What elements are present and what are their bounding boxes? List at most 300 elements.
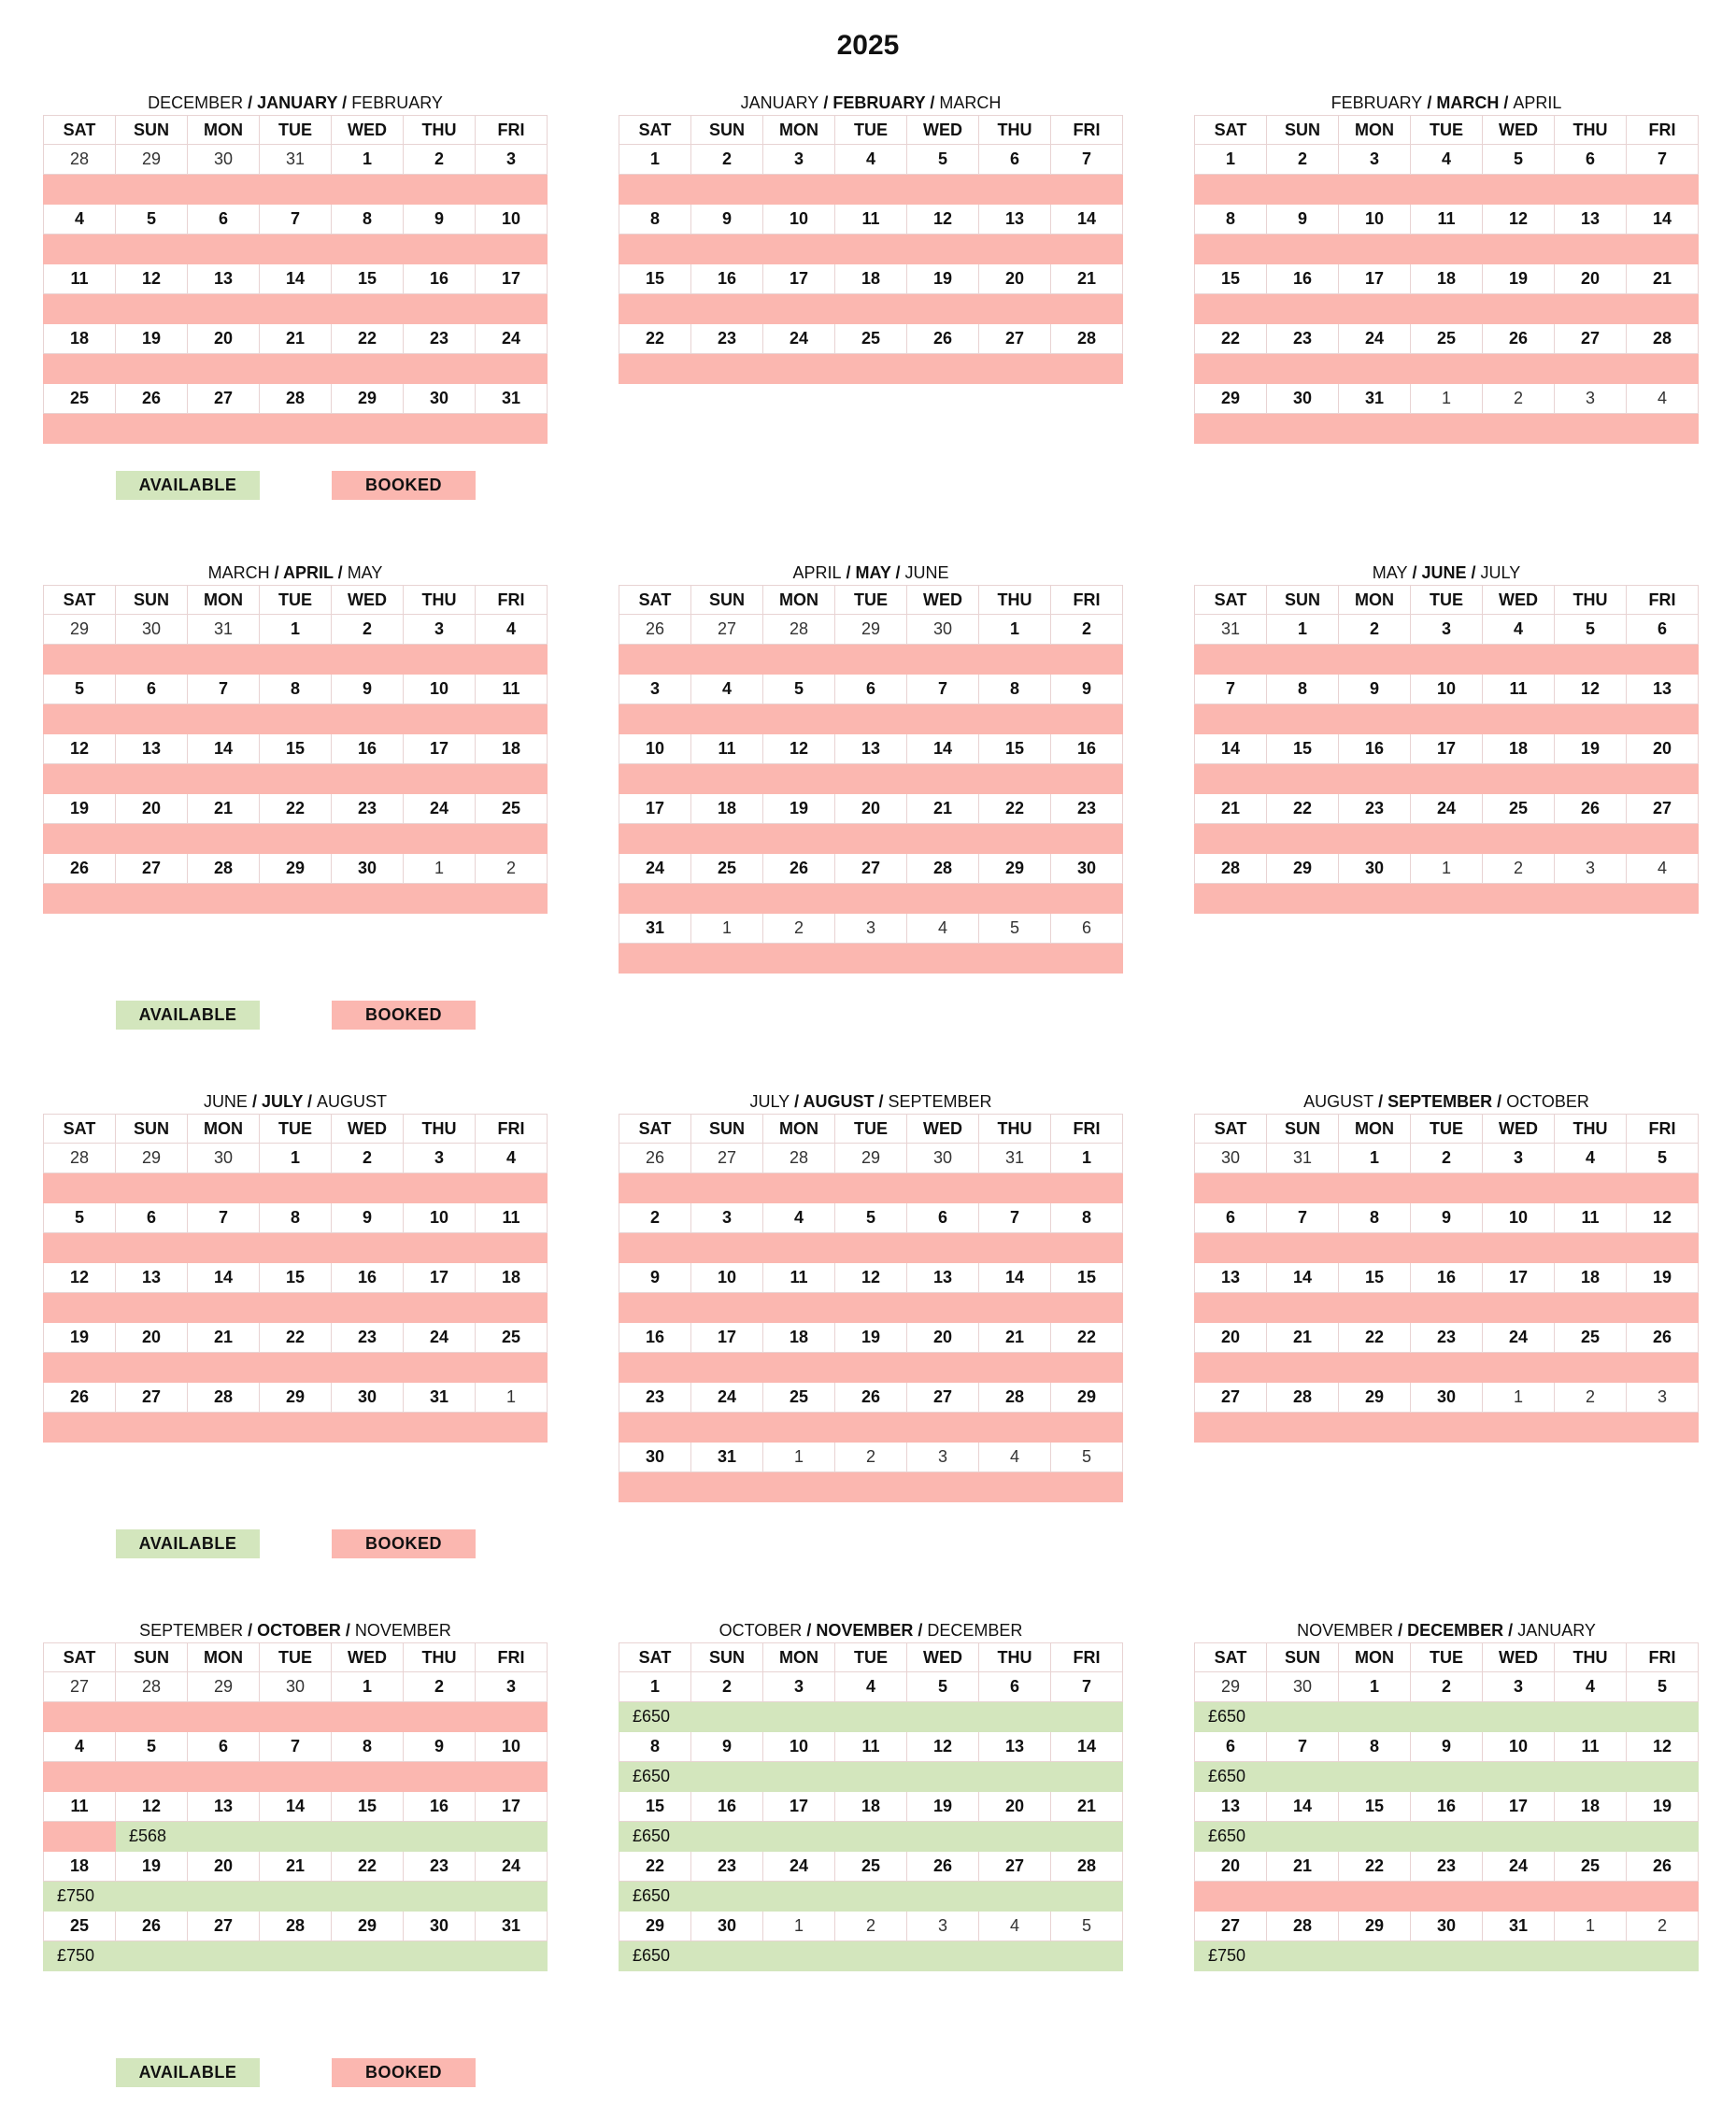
day-cell[interactable]: 30 [188, 1144, 260, 1173]
day-cell[interactable]: 16 [404, 264, 476, 294]
day-cell[interactable]: 4 [476, 1144, 548, 1173]
day-cell[interactable]: 28 [763, 1144, 835, 1173]
day-cell[interactable]: 26 [116, 1912, 188, 1941]
day-cell[interactable]: 18 [1411, 264, 1483, 294]
day-cell[interactable]: 18 [476, 1263, 548, 1293]
day-cell[interactable]: 25 [1411, 324, 1483, 354]
day-cell[interactable]: 1 [619, 145, 691, 175]
day-cell[interactable]: 1 [332, 1672, 404, 1702]
day-cell[interactable]: 5 [835, 1203, 907, 1233]
day-cell[interactable]: 9 [691, 205, 763, 235]
day-cell[interactable]: 8 [619, 1732, 691, 1762]
day-cell[interactable]: 28 [44, 1144, 116, 1173]
day-cell[interactable]: 21 [260, 1852, 332, 1882]
day-cell[interactable]: 24 [1411, 794, 1483, 824]
day-cell[interactable]: 29 [332, 384, 404, 414]
day-cell[interactable]: 2 [1411, 1144, 1483, 1173]
day-cell[interactable]: 25 [1555, 1323, 1627, 1353]
day-cell[interactable]: 25 [1483, 794, 1555, 824]
day-cell[interactable]: 6 [835, 675, 907, 704]
day-cell[interactable]: 8 [619, 205, 691, 235]
day-cell[interactable]: 24 [763, 324, 835, 354]
day-cell[interactable]: 22 [979, 794, 1051, 824]
day-cell[interactable]: 22 [332, 1852, 404, 1882]
day-cell[interactable]: 15 [1267, 734, 1339, 764]
day-cell[interactable]: 30 [907, 615, 979, 645]
day-cell[interactable]: 28 [1195, 854, 1267, 884]
day-cell[interactable]: 20 [835, 794, 907, 824]
day-cell[interactable]: 7 [907, 675, 979, 704]
day-cell[interactable]: 17 [1483, 1263, 1555, 1293]
day-cell[interactable]: 31 [979, 1144, 1051, 1173]
day-cell[interactable]: 5 [1627, 1672, 1699, 1702]
day-cell[interactable]: 16 [1051, 734, 1123, 764]
day-cell[interactable]: 3 [763, 145, 835, 175]
day-cell[interactable]: 17 [404, 734, 476, 764]
day-cell[interactable]: 22 [1195, 324, 1267, 354]
day-cell[interactable]: 17 [691, 1323, 763, 1353]
day-cell[interactable]: 13 [1195, 1792, 1267, 1822]
day-cell[interactable]: 22 [260, 794, 332, 824]
day-cell[interactable]: 3 [1483, 1144, 1555, 1173]
day-cell[interactable]: 27 [835, 854, 907, 884]
day-cell[interactable]: 3 [835, 914, 907, 944]
day-cell[interactable]: 4 [907, 914, 979, 944]
day-cell[interactable]: 2 [1627, 1912, 1699, 1941]
day-cell[interactable]: 21 [260, 324, 332, 354]
day-cell[interactable]: 19 [116, 324, 188, 354]
day-cell[interactable]: 5 [1051, 1443, 1123, 1472]
day-cell[interactable]: 5 [1051, 1912, 1123, 1941]
day-cell[interactable]: 7 [260, 1732, 332, 1762]
day-cell[interactable]: 3 [1339, 145, 1411, 175]
day-cell[interactable]: 1 [1411, 384, 1483, 414]
day-cell[interactable]: 4 [1627, 854, 1699, 884]
day-cell[interactable]: 24 [1339, 324, 1411, 354]
day-cell[interactable]: 1 [1267, 615, 1339, 645]
day-cell[interactable]: 31 [691, 1443, 763, 1472]
day-cell[interactable]: 16 [404, 1792, 476, 1822]
day-cell[interactable]: 3 [691, 1203, 763, 1233]
day-cell[interactable]: 11 [835, 205, 907, 235]
day-cell[interactable]: 30 [404, 1912, 476, 1941]
day-cell[interactable]: 1 [260, 1144, 332, 1173]
day-cell[interactable]: 19 [907, 264, 979, 294]
day-cell[interactable]: 2 [404, 145, 476, 175]
day-cell[interactable]: 30 [332, 854, 404, 884]
day-cell[interactable]: 28 [1627, 324, 1699, 354]
day-cell[interactable]: 6 [1627, 615, 1699, 645]
day-cell[interactable]: 10 [691, 1263, 763, 1293]
day-cell[interactable]: 5 [1483, 145, 1555, 175]
day-cell[interactable]: 4 [44, 1732, 116, 1762]
day-cell[interactable]: 16 [1267, 264, 1339, 294]
day-cell[interactable]: 1 [1339, 1144, 1411, 1173]
day-cell[interactable]: 1 [763, 1443, 835, 1472]
day-cell[interactable]: 19 [44, 1323, 116, 1353]
day-cell[interactable]: 3 [619, 675, 691, 704]
day-cell[interactable]: 29 [1195, 1672, 1267, 1702]
day-cell[interactable]: 2 [1411, 1672, 1483, 1702]
day-cell[interactable]: 26 [116, 384, 188, 414]
day-cell[interactable]: 27 [907, 1383, 979, 1413]
day-cell[interactable]: 11 [476, 1203, 548, 1233]
day-cell[interactable]: 30 [1411, 1383, 1483, 1413]
day-cell[interactable]: 27 [1555, 324, 1627, 354]
day-cell[interactable]: 29 [619, 1912, 691, 1941]
day-cell[interactable]: 2 [1051, 615, 1123, 645]
day-cell[interactable]: 2 [332, 1144, 404, 1173]
day-cell[interactable]: 6 [116, 675, 188, 704]
day-cell[interactable]: 7 [1267, 1732, 1339, 1762]
day-cell[interactable]: 18 [691, 794, 763, 824]
day-cell[interactable]: 24 [476, 1852, 548, 1882]
day-cell[interactable]: 12 [1627, 1732, 1699, 1762]
day-cell[interactable]: 30 [404, 384, 476, 414]
day-cell[interactable]: 20 [1555, 264, 1627, 294]
day-cell[interactable]: 18 [476, 734, 548, 764]
day-cell[interactable]: 13 [188, 1792, 260, 1822]
day-cell[interactable]: 18 [763, 1323, 835, 1353]
day-cell[interactable]: 16 [691, 1792, 763, 1822]
day-cell[interactable]: 27 [44, 1672, 116, 1702]
day-cell[interactable]: 21 [979, 1323, 1051, 1353]
day-cell[interactable]: 26 [1555, 794, 1627, 824]
day-cell[interactable]: 25 [476, 1323, 548, 1353]
day-cell[interactable]: 30 [1267, 1672, 1339, 1702]
day-cell[interactable]: 22 [619, 324, 691, 354]
day-cell[interactable]: 5 [979, 914, 1051, 944]
day-cell[interactable]: 19 [1627, 1263, 1699, 1293]
day-cell[interactable]: 1 [1483, 1383, 1555, 1413]
day-cell[interactable]: 3 [1555, 384, 1627, 414]
day-cell[interactable]: 14 [1051, 1732, 1123, 1762]
day-cell[interactable]: 10 [763, 205, 835, 235]
day-cell[interactable]: 1 [691, 914, 763, 944]
day-cell[interactable]: 12 [116, 1792, 188, 1822]
day-cell[interactable]: 23 [404, 1852, 476, 1882]
day-cell[interactable]: 6 [979, 145, 1051, 175]
day-cell[interactable]: 26 [907, 1852, 979, 1882]
day-cell[interactable]: 2 [1555, 1383, 1627, 1413]
day-cell[interactable]: 20 [1627, 734, 1699, 764]
day-cell[interactable]: 19 [835, 1323, 907, 1353]
day-cell[interactable]: 12 [763, 734, 835, 764]
day-cell[interactable]: 23 [332, 1323, 404, 1353]
day-cell[interactable]: 17 [476, 264, 548, 294]
day-cell[interactable]: 30 [1267, 384, 1339, 414]
day-cell[interactable]: 6 [1195, 1203, 1267, 1233]
day-cell[interactable]: 13 [979, 1732, 1051, 1762]
day-cell[interactable]: 21 [1195, 794, 1267, 824]
day-cell[interactable]: 26 [763, 854, 835, 884]
day-cell[interactable]: 12 [1555, 675, 1627, 704]
day-cell[interactable]: 29 [835, 1144, 907, 1173]
day-cell[interactable]: 30 [1051, 854, 1123, 884]
day-cell[interactable]: 23 [691, 1852, 763, 1882]
day-cell[interactable]: 21 [188, 794, 260, 824]
day-cell[interactable]: 9 [332, 675, 404, 704]
day-cell[interactable]: 27 [1195, 1912, 1267, 1941]
day-cell[interactable]: 24 [619, 854, 691, 884]
day-cell[interactable]: 7 [1051, 145, 1123, 175]
day-cell[interactable]: 12 [44, 734, 116, 764]
day-cell[interactable]: 27 [1195, 1383, 1267, 1413]
day-cell[interactable]: 8 [1195, 205, 1267, 235]
day-cell[interactable]: 24 [763, 1852, 835, 1882]
day-cell[interactable]: 1 [476, 1383, 548, 1413]
day-cell[interactable]: 26 [1627, 1852, 1699, 1882]
day-cell[interactable]: 30 [188, 145, 260, 175]
day-cell[interactable]: 1 [260, 615, 332, 645]
day-cell[interactable]: 19 [1627, 1792, 1699, 1822]
day-cell[interactable]: 31 [476, 1912, 548, 1941]
day-cell[interactable]: 24 [1483, 1852, 1555, 1882]
day-cell[interactable]: 13 [1627, 675, 1699, 704]
day-cell[interactable]: 17 [763, 1792, 835, 1822]
day-cell[interactable]: 2 [1267, 145, 1339, 175]
day-cell[interactable]: 28 [116, 1672, 188, 1702]
day-cell[interactable]: 15 [1339, 1263, 1411, 1293]
day-cell[interactable]: 18 [44, 1852, 116, 1882]
day-cell[interactable]: 8 [260, 675, 332, 704]
day-cell[interactable]: 8 [260, 1203, 332, 1233]
day-cell[interactable]: 29 [260, 854, 332, 884]
day-cell[interactable]: 15 [1195, 264, 1267, 294]
day-cell[interactable]: 1 [619, 1672, 691, 1702]
day-cell[interactable]: 14 [188, 1263, 260, 1293]
day-cell[interactable]: 16 [1339, 734, 1411, 764]
day-cell[interactable]: 29 [116, 145, 188, 175]
day-cell[interactable]: 3 [907, 1912, 979, 1941]
day-cell[interactable]: 17 [1339, 264, 1411, 294]
day-cell[interactable]: 13 [907, 1263, 979, 1293]
day-cell[interactable]: 15 [260, 734, 332, 764]
day-cell[interactable]: 4 [44, 205, 116, 235]
day-cell[interactable]: 7 [1051, 1672, 1123, 1702]
day-cell[interactable]: 30 [332, 1383, 404, 1413]
day-cell[interactable]: 4 [835, 1672, 907, 1702]
day-cell[interactable]: 12 [1483, 205, 1555, 235]
day-cell[interactable]: 12 [116, 264, 188, 294]
day-cell[interactable]: 11 [1555, 1203, 1627, 1233]
day-cell[interactable]: 23 [1051, 794, 1123, 824]
day-cell[interactable]: 12 [1627, 1203, 1699, 1233]
day-cell[interactable]: 25 [763, 1383, 835, 1413]
day-cell[interactable]: 5 [907, 145, 979, 175]
day-cell[interactable]: 31 [260, 145, 332, 175]
day-cell[interactable]: 2 [691, 145, 763, 175]
day-cell[interactable]: 27 [188, 1912, 260, 1941]
day-cell[interactable]: 31 [1195, 615, 1267, 645]
day-cell[interactable]: 25 [1555, 1852, 1627, 1882]
day-cell[interactable]: 21 [907, 794, 979, 824]
day-cell[interactable]: 16 [1411, 1792, 1483, 1822]
day-cell[interactable]: 21 [1627, 264, 1699, 294]
day-cell[interactable]: 21 [1267, 1852, 1339, 1882]
day-cell[interactable]: 25 [835, 1852, 907, 1882]
day-cell[interactable]: 31 [619, 914, 691, 944]
day-cell[interactable]: 15 [1051, 1263, 1123, 1293]
day-cell[interactable]: 29 [332, 1912, 404, 1941]
day-cell[interactable]: 12 [907, 205, 979, 235]
day-cell[interactable]: 6 [188, 205, 260, 235]
day-cell[interactable]: 7 [1267, 1203, 1339, 1233]
day-cell[interactable]: 28 [907, 854, 979, 884]
day-cell[interactable]: 20 [116, 794, 188, 824]
day-cell[interactable]: 15 [332, 264, 404, 294]
day-cell[interactable]: 7 [260, 205, 332, 235]
day-cell[interactable]: 5 [1627, 1144, 1699, 1173]
day-cell[interactable]: 10 [1483, 1732, 1555, 1762]
day-cell[interactable]: 2 [332, 615, 404, 645]
day-cell[interactable]: 7 [188, 675, 260, 704]
day-cell[interactable]: 29 [1339, 1383, 1411, 1413]
day-cell[interactable]: 20 [979, 264, 1051, 294]
day-cell[interactable]: 28 [1267, 1912, 1339, 1941]
day-cell[interactable]: 3 [404, 1144, 476, 1173]
day-cell[interactable]: 27 [691, 1144, 763, 1173]
day-cell[interactable]: 5 [116, 205, 188, 235]
day-cell[interactable]: 7 [1195, 675, 1267, 704]
day-cell[interactable]: 8 [1267, 675, 1339, 704]
day-cell[interactable]: 27 [979, 324, 1051, 354]
day-cell[interactable]: 4 [691, 675, 763, 704]
day-cell[interactable]: 23 [332, 794, 404, 824]
day-cell[interactable]: 21 [1267, 1323, 1339, 1353]
day-cell[interactable]: 13 [188, 264, 260, 294]
day-cell[interactable]: 9 [1411, 1203, 1483, 1233]
day-cell[interactable]: 15 [332, 1792, 404, 1822]
day-cell[interactable]: 6 [188, 1732, 260, 1762]
day-cell[interactable]: 24 [404, 1323, 476, 1353]
day-cell[interactable]: 8 [1339, 1203, 1411, 1233]
day-cell[interactable]: 12 [907, 1732, 979, 1762]
day-cell[interactable]: 16 [332, 1263, 404, 1293]
day-cell[interactable]: 3 [476, 145, 548, 175]
day-cell[interactable]: 18 [1555, 1263, 1627, 1293]
day-cell[interactable]: 11 [763, 1263, 835, 1293]
day-cell[interactable]: 20 [979, 1792, 1051, 1822]
day-cell[interactable]: 6 [907, 1203, 979, 1233]
day-cell[interactable]: 4 [979, 1912, 1051, 1941]
day-cell[interactable]: 28 [260, 1912, 332, 1941]
day-cell[interactable]: 2 [1483, 384, 1555, 414]
day-cell[interactable]: 10 [763, 1732, 835, 1762]
day-cell[interactable]: 23 [691, 324, 763, 354]
day-cell[interactable]: 5 [44, 1203, 116, 1233]
day-cell[interactable]: 20 [1195, 1323, 1267, 1353]
day-cell[interactable]: 28 [1267, 1383, 1339, 1413]
day-cell[interactable]: 26 [44, 854, 116, 884]
day-cell[interactable]: 18 [835, 264, 907, 294]
day-cell[interactable]: 31 [188, 615, 260, 645]
day-cell[interactable]: 1 [1051, 1144, 1123, 1173]
day-cell[interactable]: 4 [1555, 1144, 1627, 1173]
day-cell[interactable]: 30 [619, 1443, 691, 1472]
day-cell[interactable]: 9 [1339, 675, 1411, 704]
day-cell[interactable]: 26 [1627, 1323, 1699, 1353]
day-cell[interactable]: 3 [476, 1672, 548, 1702]
day-cell[interactable]: 14 [260, 1792, 332, 1822]
day-cell[interactable]: 11 [44, 1792, 116, 1822]
day-cell[interactable]: 6 [979, 1672, 1051, 1702]
day-cell[interactable]: 20 [1195, 1852, 1267, 1882]
day-cell[interactable]: 13 [1195, 1263, 1267, 1293]
day-cell[interactable]: 24 [691, 1383, 763, 1413]
day-cell[interactable]: 4 [763, 1203, 835, 1233]
day-cell[interactable]: 9 [619, 1263, 691, 1293]
day-cell[interactable]: 20 [116, 1323, 188, 1353]
day-cell[interactable]: 3 [1411, 615, 1483, 645]
day-cell[interactable]: 6 [1051, 914, 1123, 944]
day-cell[interactable]: 8 [1051, 1203, 1123, 1233]
day-cell[interactable]: 18 [1483, 734, 1555, 764]
day-cell[interactable]: 3 [763, 1672, 835, 1702]
day-cell[interactable]: 11 [44, 264, 116, 294]
day-cell[interactable]: 11 [1483, 675, 1555, 704]
day-cell[interactable]: 14 [979, 1263, 1051, 1293]
day-cell[interactable]: 22 [1339, 1852, 1411, 1882]
day-cell[interactable]: 6 [1555, 145, 1627, 175]
day-cell[interactable]: 9 [1051, 675, 1123, 704]
day-cell[interactable]: 29 [44, 615, 116, 645]
day-cell[interactable]: 29 [1051, 1383, 1123, 1413]
day-cell[interactable]: 13 [835, 734, 907, 764]
day-cell[interactable]: 12 [44, 1263, 116, 1293]
day-cell[interactable]: 19 [763, 794, 835, 824]
day-cell[interactable]: 23 [404, 324, 476, 354]
day-cell[interactable]: 22 [1339, 1323, 1411, 1353]
day-cell[interactable]: 14 [188, 734, 260, 764]
day-cell[interactable]: 27 [188, 384, 260, 414]
day-cell[interactable]: 10 [476, 205, 548, 235]
day-cell[interactable]: 10 [404, 1203, 476, 1233]
day-cell[interactable]: 20 [188, 1852, 260, 1882]
day-cell[interactable]: 4 [1627, 384, 1699, 414]
day-cell[interactable]: 2 [835, 1443, 907, 1472]
day-cell[interactable]: 11 [476, 675, 548, 704]
day-cell[interactable]: 7 [188, 1203, 260, 1233]
day-cell[interactable]: 4 [476, 615, 548, 645]
day-cell[interactable]: 2 [1339, 615, 1411, 645]
day-cell[interactable]: 4 [1483, 615, 1555, 645]
day-cell[interactable]: 30 [260, 1672, 332, 1702]
day-cell[interactable]: 29 [1195, 384, 1267, 414]
day-cell[interactable]: 19 [44, 794, 116, 824]
day-cell[interactable]: 3 [1483, 1672, 1555, 1702]
day-cell[interactable]: 28 [763, 615, 835, 645]
day-cell[interactable]: 16 [332, 734, 404, 764]
day-cell[interactable]: 29 [1339, 1912, 1411, 1941]
day-cell[interactable]: 14 [1195, 734, 1267, 764]
day-cell[interactable]: 27 [691, 615, 763, 645]
day-cell[interactable]: 16 [1411, 1263, 1483, 1293]
day-cell[interactable]: 30 [691, 1912, 763, 1941]
day-cell[interactable]: 31 [476, 384, 548, 414]
day-cell[interactable]: 11 [691, 734, 763, 764]
day-cell[interactable]: 24 [476, 324, 548, 354]
day-cell[interactable]: 26 [835, 1383, 907, 1413]
day-cell[interactable]: 31 [1483, 1912, 1555, 1941]
day-cell[interactable]: 1 [1411, 854, 1483, 884]
day-cell[interactable]: 29 [835, 615, 907, 645]
day-cell[interactable]: 16 [619, 1323, 691, 1353]
day-cell[interactable]: 26 [619, 1144, 691, 1173]
day-cell[interactable]: 4 [979, 1443, 1051, 1472]
day-cell[interactable]: 1 [1195, 145, 1267, 175]
day-cell[interactable]: 30 [116, 615, 188, 645]
